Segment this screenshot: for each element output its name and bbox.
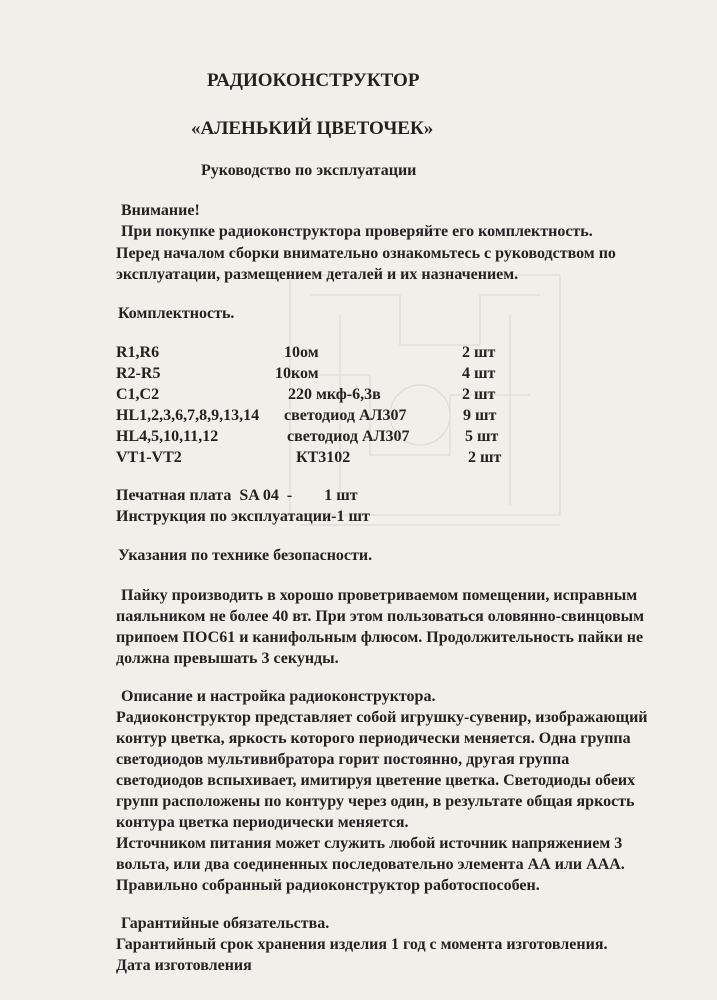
kit-qty: 2 шт bbox=[468, 449, 502, 466]
description-line: групп расположены по контуру через один, в результате общая яркость bbox=[116, 793, 635, 810]
doc-subtitle: «АЛЕНЬКИЙ ЦВЕТОЧЕК» bbox=[191, 118, 434, 139]
kit-qty: 9 шт bbox=[463, 407, 497, 424]
description-line: Источником питания может служить любой источник напряжением 3 bbox=[116, 835, 623, 852]
kit-qty: 5 шт bbox=[465, 428, 499, 445]
warranty-heading: Гарантийные обязательства. bbox=[121, 915, 330, 932]
manual-heading: Руководство по эксплуатации bbox=[201, 162, 417, 179]
description-heading: Описание и настройка радиоконструктора. bbox=[121, 688, 436, 705]
warranty-line: Гарантийный срок хранения изделия 1 год с момента изготовления. bbox=[116, 936, 608, 953]
attention-line: Перед началом сборки внимательно ознакомьтесь с руководством по bbox=[116, 245, 616, 262]
kit-ref: HL1,2,3,6,7,8,9,13,14 bbox=[116, 407, 260, 424]
safety-line: паяльником не более 40 вт. При этом пользоваться оловянно-свинцовым bbox=[116, 608, 644, 625]
kit-qty: 2 шт bbox=[462, 386, 496, 403]
description-line: светодиодов вспыхивает, имитируя цветение цветка. Светодиоды обеих bbox=[116, 772, 636, 789]
kit-value: 10ом bbox=[284, 344, 319, 361]
pcb-line: Печатная плата SA 04 - 1 шт bbox=[116, 487, 358, 504]
attention-line: эксплуатации, размещением деталей и их назначением. bbox=[116, 266, 519, 283]
kit-qty: 4 шт bbox=[462, 365, 496, 382]
description-line: вольта, или два соединенных последовательно элемента АА или ААА. bbox=[116, 856, 625, 873]
manufacture-date-label: Дата изготовления bbox=[116, 957, 252, 974]
safety-heading: Указания по технике безопасности. bbox=[118, 547, 373, 564]
kit-ref: R2-R5 bbox=[116, 365, 161, 382]
kit-value: КТ3102 bbox=[296, 449, 351, 466]
kit-value: 220 мкф-6,3в bbox=[288, 386, 381, 403]
doc-title: РАДИОКОНСТРУКТОР bbox=[207, 70, 420, 91]
manual-line: Инструкция по эксплуатации-1 шт bbox=[116, 508, 370, 525]
kit-ref: VT1-VT2 bbox=[116, 449, 182, 466]
kit-value: светодиод АЛ307 bbox=[284, 407, 407, 424]
description-line: контур цветка, яркость которого периодически меняется. Одна группа bbox=[116, 730, 631, 747]
safety-line: должна превышать 3 секунды. bbox=[116, 650, 339, 667]
safety-line: Пайку производить в хорошо проветриваемом помещении, исправным bbox=[121, 587, 638, 604]
kit-ref: R1,R6 bbox=[116, 344, 160, 361]
attention-heading: Внимание! bbox=[121, 202, 200, 219]
kit-qty: 2 шт bbox=[462, 344, 496, 361]
attention-line: При покупке радиоконструктора проверяйте его комплектность. bbox=[121, 223, 593, 240]
description-line: контура цветка периодически меняется. bbox=[116, 814, 409, 831]
description-line: Радиоконструктор представляет собой игрушку-сувенир, изображающий bbox=[116, 709, 648, 726]
kit-value: светодиод АЛ307 bbox=[287, 428, 410, 445]
kit-ref: HL4,5,10,11,12 bbox=[116, 428, 219, 445]
kit-value: 10ком bbox=[275, 365, 319, 382]
safety-line: припоем ПОС61 и канифольным флюсом. Продолжительность пайки не bbox=[116, 629, 644, 646]
description-line: Правильно собранный радиоконструктор работоспособен. bbox=[116, 877, 540, 894]
description-line: светодиодов мультивибратора горит постоянно, другая группа bbox=[116, 751, 570, 768]
kit-heading: Комплектность. bbox=[118, 305, 235, 322]
kit-ref: C1,C2 bbox=[116, 386, 160, 403]
